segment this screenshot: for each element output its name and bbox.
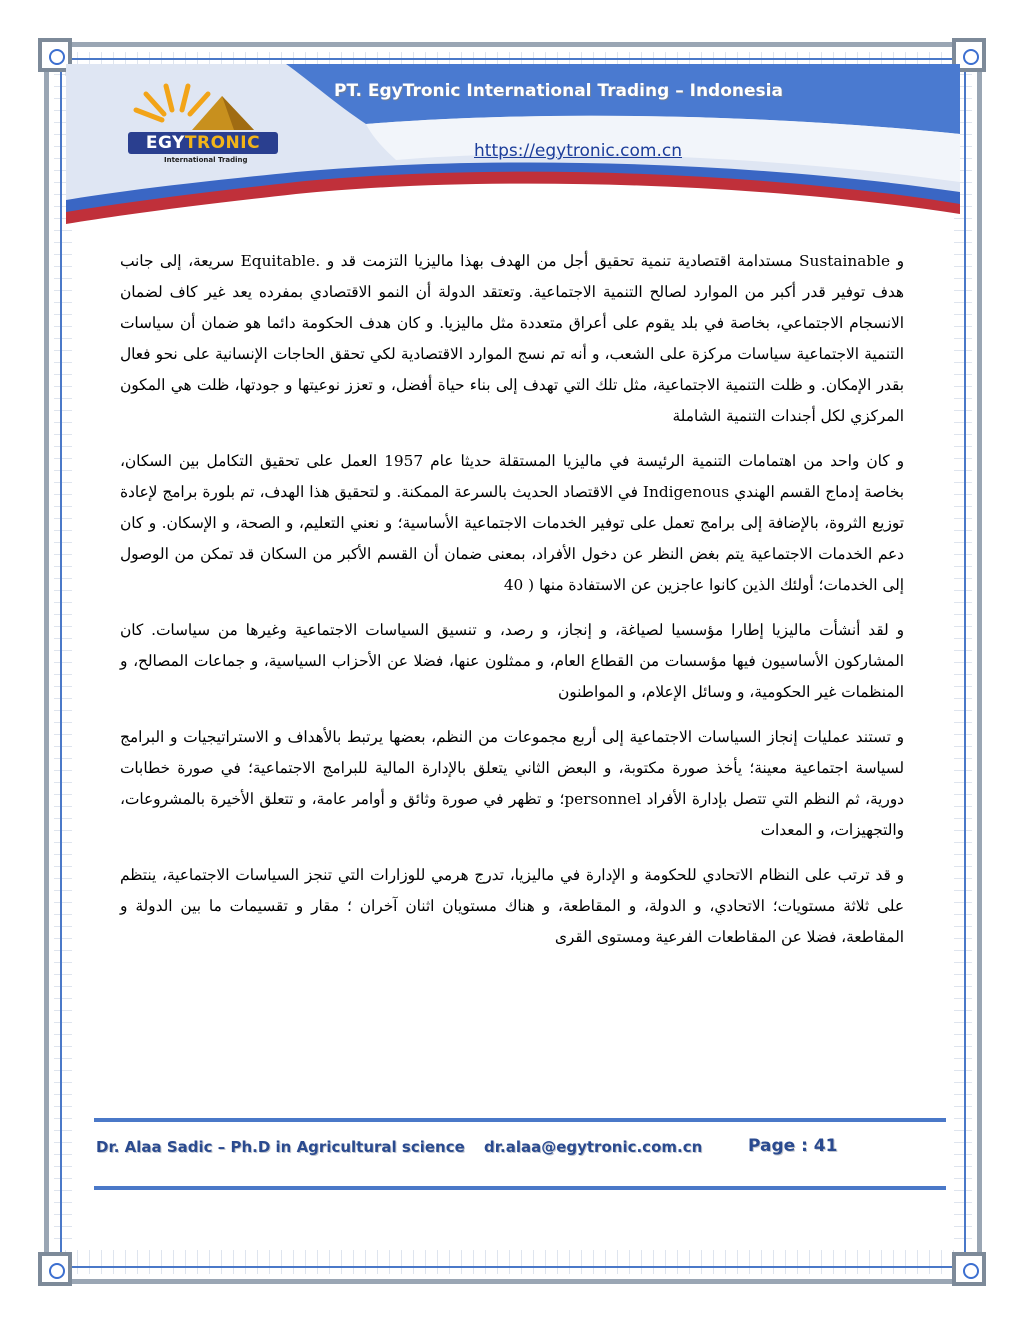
sun-pyramid-icon — [122, 80, 282, 132]
footer-divider-top — [94, 1118, 946, 1122]
corner-ornament-bottom-right — [952, 1252, 986, 1286]
page-number: Page : 41 — [748, 1136, 838, 1156]
footer-email[interactable]: dr.alaa@egytronic.com.cn — [484, 1138, 703, 1156]
footer-divider-bottom — [94, 1186, 946, 1190]
logo-wordmark — [128, 132, 278, 154]
paragraph: و تستند عمليات إنجاز السياسات الاجتماعية إلى أربع مجموعات من النظم، بعضها يرتبط بالأهداف و الاستراتيجيات و البرامج لسياسة اجتماعية معينة؛ يأخذ صورة مكتوبة، و البعض الثاني يتعلق بالإدارة المالية للبرامج الاجتماعية؛ في صورة خطابات دورية، ثم النظم التي تتصل بإدارة الأفراد personnel؛ و تظهر في صورة وثائق و أوامر عامة، و تتعلق الأخيرة بالمشروعات، والتجهيزات، و المعدات — [120, 728, 904, 839]
logo-brand-part-1: EGY — [145, 133, 185, 153]
paragraph: و Sustainable مستدامة اقتصادية تنمية تحقيق أجل من الهدف بهذا ماليزيا التزمت قد و .Equitable سريعة، إلى جانب هدف توفير قدر أكبر من الموارد لصالح التنمية الاجتماعية. وتعتقد الدولة أن النمو الاقتصادي بمفرده يعد غير كاف لضمان الانسجام الاجتماعي، بخاصة في بلد يقوم على أعراق متعددة مثل ماليزيا. و كان هدف الحكومة دائما هو ضمان أن سياسات التنمية الاجتماعية سياسات مركزة على الشعب، و أنه تم نسج الموارد الاقتصادية لكي تحقق الحاجات الإنسانية على نحو فعال بقدر الإمكان. و ظلت التنمية الاجتماعية، مثل تلك التي تهدف إلى بناء حياة أفضل، و تعزز نوعيتها و جودتها، ظلت هي المكون المركزي لكل أجندات التنمية الشاملة — [120, 252, 904, 425]
company-logo — [122, 80, 282, 170]
footer-author: Dr. Alaa Sadic – Ph.D in Agricultural science — [96, 1138, 465, 1156]
paragraph: و كان واحد من اهتمامات التنمية الرئيسة في ماليزيا المستقلة حديثا عام 1957 العمل على تحقيق التكامل بين السكان، بخاصة إدماج القسم الهندي Indigenous في الاقتصاد الحديث بالسرعة الممكنة. و لتحقيق هذا الهدف، تم بلورة برامج لإعادة توزيع الثروة، بالإضافة إلى برامج تعمل على توفير الخدمات الاجتماعية الأساسية؛ و نعني التعليم، و الصحة، و الإسكان. و كان دعم الخدمات الاجتماعية يتم بغض النظر عن دخول الأفراد، بمعنى ضمان أن القسم الأكبر من السكان قد تمكن من الوصول إلى الخدمات؛ أولئك الذين كانوا عاجزين عن الاستفادة منها ( 40 — [120, 452, 904, 594]
document-body — [120, 246, 904, 967]
page-header — [66, 64, 960, 224]
paragraph: و قد ترتب على النظام الاتحادي للحكومة و الإدارة في ماليزيا، تدرج هرمي للوزارات التي تنجز السياسات الاجتماعية، ينتظم على ثلاثة مستويات؛ الاتحادي، و الدولة، و المقاطعة، و هناك مستويان اثنان آخران ؛ مقار و تقسيمات ما بين الدولة و المقاطعة، فضلا عن المقاطعات الفرعية ومستوى القرى — [120, 866, 904, 946]
website-link[interactable]: https://egytronic.com.cn — [474, 141, 683, 161]
corner-ornament-bottom-left — [38, 1252, 72, 1286]
logo-tagline: International Trading — [164, 156, 248, 164]
logo-brand-part-2: TRONIC — [184, 133, 261, 153]
company-name: PT. EgyTronic International Trading – Indonesia — [334, 81, 783, 101]
paragraph: و لقد أنشأت ماليزيا إطارا مؤسسيا لصياغة، و إنجاز، و رصد، و تنسيق السياسات الاجتماعية وغيرها من سياسات. كان المشاركون الأساسيون فيها مؤسسات من القطاع العام، و ممثلون عنها، فضلا عن الأحزاب السياسية، و جماعات المصالح، و المنظمات غير الحكومية، و وسائل الإعلام، و المواطنون — [120, 621, 904, 701]
